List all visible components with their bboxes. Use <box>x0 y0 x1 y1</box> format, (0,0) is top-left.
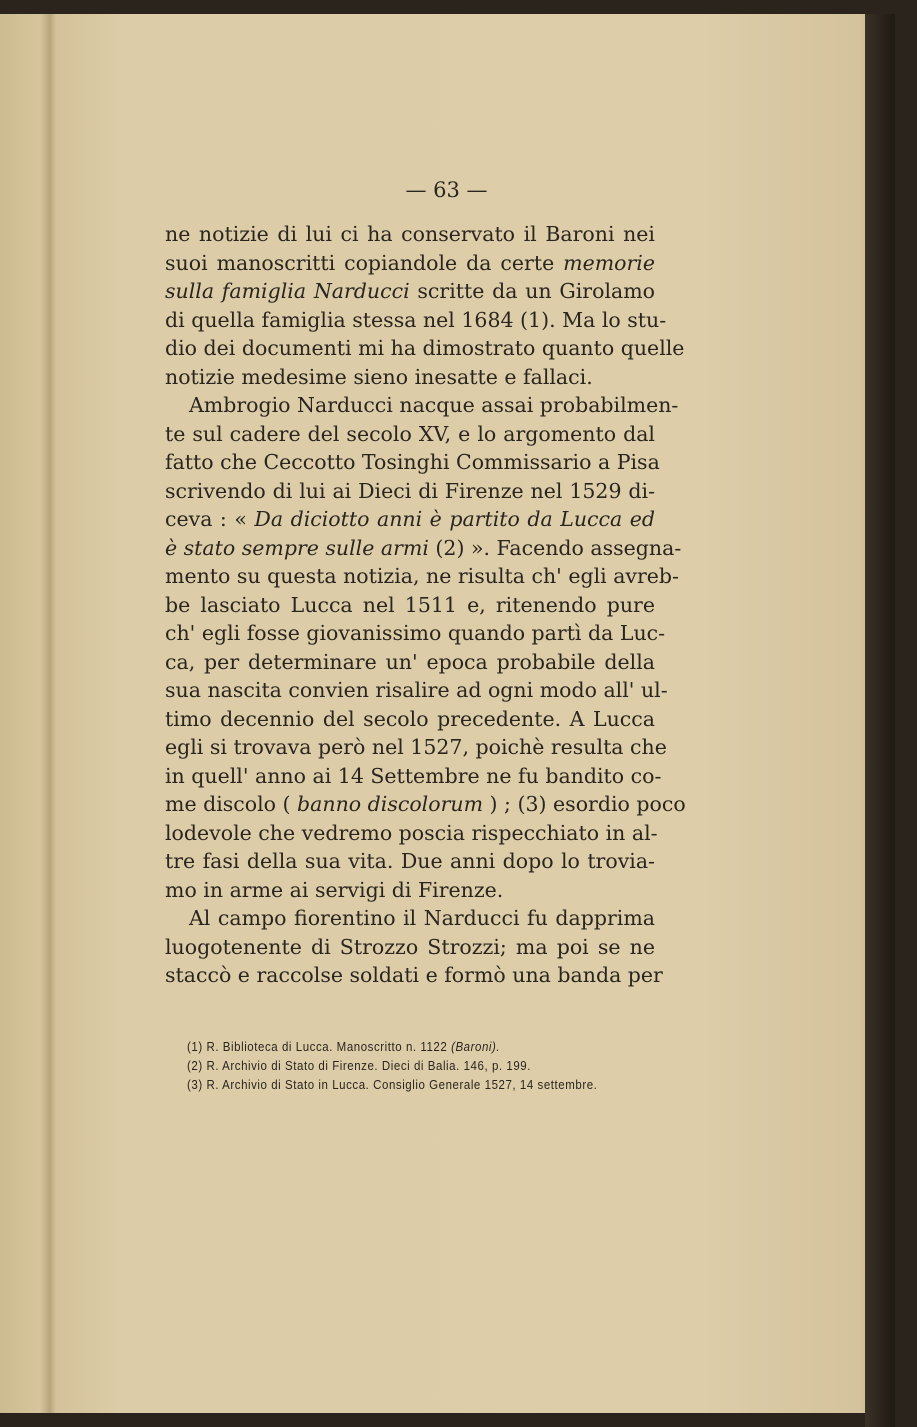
text: staccò e raccolse soldati e formò una banda per <box>165 963 663 987</box>
text: ) ; (3) esordio poco <box>483 792 686 816</box>
page-edge <box>865 14 895 1427</box>
footnote <box>187 1038 629 1057</box>
text: suoi manoscritti copiandole da certe <box>165 250 564 275</box>
text-line <box>165 790 686 819</box>
text-line <box>165 705 655 734</box>
text: luogotenente di Strozzo Strozzi; ma poi se ne <box>165 934 655 959</box>
text-line <box>165 334 685 363</box>
text: (3) R. Archivio di Stato in Lucca. Consiglio Generale 1527, 14 settembre. <box>187 1078 598 1092</box>
text-line <box>165 391 679 420</box>
text: lodevole che vedremo poscia rispecchiato in al- <box>165 820 658 845</box>
text-line <box>165 420 655 449</box>
text-line <box>165 505 655 534</box>
text-line <box>165 562 679 591</box>
text: ceva : « <box>165 507 255 531</box>
footnote <box>187 1057 629 1076</box>
text-line <box>165 733 667 762</box>
text-line <box>165 591 655 620</box>
text: notizie medesime sieno inesatte e fallaci. <box>165 364 593 389</box>
text-line <box>165 448 660 477</box>
text: egli si trovava però nel 1527, poichè resulta che <box>165 735 667 759</box>
italic-text: sulla famiglia Narducci <box>165 279 410 303</box>
text-line <box>165 277 655 306</box>
text-line <box>165 306 667 335</box>
text: scritte da un Girolamo <box>409 279 656 303</box>
italic-text: memorie <box>563 250 655 275</box>
text-line <box>165 220 655 249</box>
italic-text: banno discolorum <box>297 792 484 816</box>
text-line <box>165 619 666 648</box>
text-line <box>165 933 655 962</box>
text-line <box>165 534 682 563</box>
text: in quell' anno ai 14 Settembre ne fu bandito co- <box>165 763 662 788</box>
text-line <box>165 477 655 506</box>
text-line <box>165 961 663 990</box>
text: be lasciato Lucca nel 1511 e, ritenendo pure <box>165 592 655 617</box>
text: Ambrogio Narducci nacque assai probabilmen- <box>189 393 679 417</box>
text: te sul cadere del secolo XV, e lo argomento dal <box>165 421 655 446</box>
text: sua nascita convien risalire ad ogni modo all' ul- <box>165 678 668 702</box>
text: me discolo ( <box>165 792 298 816</box>
text-line <box>165 819 658 848</box>
text: dio dei documenti mi ha dimostrato quanto quelle <box>165 336 685 360</box>
text: ca, per determinare un' epoca probabile della <box>165 649 655 674</box>
text: (1) R. Biblioteca di Lucca. Manoscritto n. 1122 <box>187 1040 452 1054</box>
text: ne notizie di lui ci ha conservato il Baroni nei <box>165 222 655 246</box>
text-line <box>165 904 655 933</box>
text: timo decennio del secolo precedente. A Lucca <box>165 706 655 731</box>
text: Al campo fiorentino il Narducci fu dapprima <box>189 906 655 930</box>
italic-text: Da diciotto anni è partito da Lucca ed <box>254 507 655 531</box>
italic-text: (Baroni). <box>451 1040 501 1054</box>
footnote <box>187 1076 629 1095</box>
text: (2) R. Archivio di Stato di Firenze. Dieci di Balia. 146, p. 199. <box>187 1059 531 1073</box>
text: mento su questa notizia, ne risulta ch' egli avreb- <box>165 564 679 588</box>
text: fatto che Ceccotto Tosinghi Commissario a Pisa <box>165 450 660 474</box>
body-text <box>165 220 686 990</box>
text-line <box>165 847 655 876</box>
text: mo in arme ai servigi di Firenze. <box>165 877 504 902</box>
text: di quella famiglia stessa nel 1684 (1). Ma lo stu- <box>165 307 667 332</box>
page-number: — 63 — <box>405 178 488 202</box>
text: ch' egli fosse giovanissimo quando partì da Luc- <box>165 621 666 645</box>
text-line <box>165 762 662 791</box>
text: scrivendo di lui ai Dieci di Firenze nel 1529 di- <box>165 478 655 503</box>
text: tre fasi della sua vita. Due anni dopo lo trovia- <box>165 849 655 873</box>
text-line <box>165 363 655 392</box>
text-line <box>165 676 668 705</box>
text: (2) ». Facendo assegna- <box>428 535 682 560</box>
text-line <box>165 648 655 677</box>
footnotes <box>187 1038 629 1095</box>
text-line <box>165 876 655 905</box>
text-line <box>165 249 655 278</box>
italic-text: è stato sempre sulle armi <box>165 535 429 560</box>
